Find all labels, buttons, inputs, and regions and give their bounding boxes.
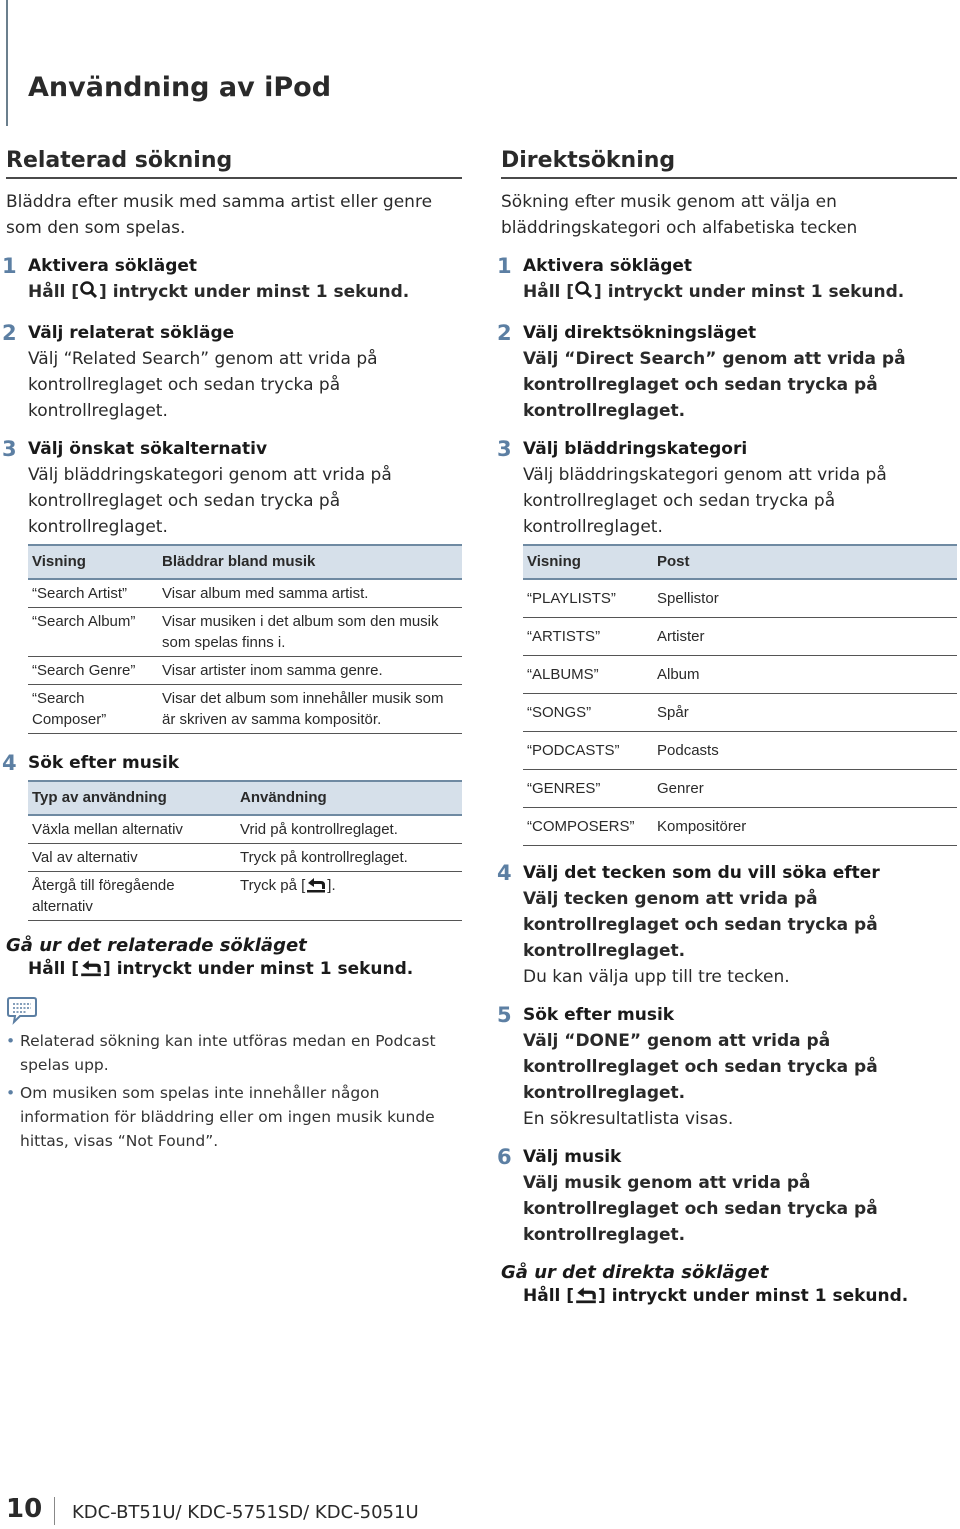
step-number: 2 — [497, 321, 512, 345]
table-cell: Podcasts — [653, 732, 957, 770]
step-6 — [497, 1144, 957, 1248]
table-cell: Tryck på kontrollreglaget. — [236, 844, 462, 872]
exit-related-heading: Gå ur det relaterade sökläget — [6, 935, 307, 956]
table-header: Visning — [28, 545, 158, 579]
step-title: Välj musik — [523, 1147, 622, 1167]
hold-pre: Håll [ — [28, 959, 80, 979]
step-title: Välj önskat sökalternativ — [28, 439, 268, 459]
hold-post: ] intryckt under minst 1 sekund. — [103, 959, 414, 979]
step-4 — [2, 750, 462, 921]
step-body — [28, 279, 462, 308]
table-cell: Växla mellan alternativ — [28, 815, 236, 844]
usage-table — [28, 780, 462, 921]
step-title: Välj relaterat sökläge — [28, 323, 235, 343]
table-row — [523, 579, 957, 618]
table-cell: “ALBUMS” — [523, 656, 653, 694]
table-cell: Vrid på kontrollreglaget. — [236, 815, 462, 844]
table-row — [28, 579, 462, 608]
step-body: Välj musik genom att vrida på kontrollreglaget och sedan trycka på kontrollreglaget. — [523, 1173, 878, 1245]
table-cell: Visar det album som innehåller musik som är skriven av samma kompositör. — [158, 685, 462, 734]
cell-text-pre: Tryck på [ — [240, 877, 306, 894]
exit-related-instruction — [6, 956, 462, 985]
notes-section — [6, 995, 462, 1153]
table-row — [523, 808, 957, 846]
table-row — [28, 685, 462, 734]
table-cell: “PODCASTS” — [523, 732, 653, 770]
table-cell: Återgå till föregående alternativ — [28, 872, 236, 921]
left-column — [2, 148, 462, 1153]
step-body-pre: Håll [ — [28, 282, 80, 302]
step-title: Aktivera sökläget — [523, 256, 693, 276]
table-cell: “COMPOSERS” — [523, 808, 653, 846]
step-extra: Du kan välja upp till tre tecken. — [523, 967, 790, 987]
direct-search-table — [523, 544, 957, 846]
step-title: Välj bläddringskategori — [523, 439, 748, 459]
step-body-pre: Håll [ — [523, 282, 575, 302]
step-number: 3 — [2, 437, 17, 461]
cell-text-post: ]. — [327, 877, 336, 894]
back-icon — [574, 1286, 598, 1312]
page-number: 10 — [6, 1494, 43, 1524]
table-cell: “GENRES” — [523, 770, 653, 808]
table-row — [523, 732, 957, 770]
hold-pre: Håll [ — [523, 1286, 575, 1306]
table-cell: Spellistor — [653, 579, 957, 618]
step-body: Välj bläddringskategori genom att vrida på kontrollreglaget och sedan trycka på kontrollreglaget. — [523, 465, 887, 537]
step-1 — [2, 253, 462, 308]
table-cell: “PLAYLISTS” — [523, 579, 653, 618]
table-cell: Visar artister inom samma genre. — [158, 657, 462, 685]
table-cell: Genrer — [653, 770, 957, 808]
step-1 — [497, 253, 957, 308]
step-title: Sök efter musik — [523, 1005, 675, 1025]
table-cell: Visar album med samma artist. — [158, 579, 462, 608]
step-body: Välj “DONE” genom att vrida på kontrollreglaget och sedan trycka på kontrollreglaget. — [523, 1031, 878, 1103]
table-row — [523, 770, 957, 808]
step-2 — [497, 320, 957, 424]
table-cell: Artister — [653, 618, 957, 656]
table-header: Post — [653, 545, 957, 579]
back-icon — [305, 877, 327, 899]
step-number: 4 — [2, 751, 17, 775]
table-cell: “Search Composer” — [28, 685, 158, 734]
step-5 — [497, 1002, 957, 1132]
step-body — [523, 279, 957, 308]
related-search-table — [28, 544, 462, 734]
step-number: 5 — [497, 1003, 512, 1027]
table-cell — [236, 872, 462, 921]
table-header: Användning — [236, 781, 462, 815]
table-row — [28, 608, 462, 657]
left-margin-bar — [6, 0, 8, 126]
related-search-intro: Bläddra efter musik med samma artist eller genre som den som spelas. — [6, 192, 433, 238]
step-body-post: ] intryckt under minst 1 sekund. — [594, 282, 905, 302]
table-cell: Album — [653, 656, 957, 694]
step-body: Välj tecken genom att vrida på kontrollreglaget och sedan trycka på kontrollreglaget. — [523, 889, 878, 961]
table-cell: Val av alternativ — [28, 844, 236, 872]
step-3 — [497, 436, 957, 846]
step-number: 6 — [497, 1145, 512, 1169]
table-row — [523, 618, 957, 656]
step-number: 1 — [497, 254, 512, 278]
search-icon — [79, 280, 99, 308]
table-header: Visning — [523, 545, 653, 579]
step-title: Välj direktsökningsläget — [523, 323, 757, 343]
footer-divider — [54, 1497, 55, 1525]
step-body-post: ] intryckt under minst 1 sekund. — [99, 282, 410, 302]
step-body: Välj “Related Search” genom att vrida på kontrollreglaget och sedan trycka på kontrollreglaget. — [28, 349, 378, 421]
model-names: KDC-BT51U/ KDC-5751SD/ KDC-5051U — [72, 1502, 419, 1523]
table-header: Typ av användning — [28, 781, 236, 815]
search-icon — [574, 280, 594, 308]
table-row — [28, 872, 462, 921]
table-cell: “SONGS” — [523, 694, 653, 732]
step-title: Sök efter musik — [28, 753, 180, 773]
exit-direct-instruction — [501, 1283, 957, 1312]
page-title: Användning av iPod — [28, 72, 332, 103]
step-body: Välj “Direct Search” genom att vrida på kontrollreglaget och sedan trycka på kontrollreglaget. — [523, 349, 906, 421]
note-item: • Om musiken som spelas inte innehåller någon information för bläddring eller om ingen musik kunde hittas, visas “Not Found”. — [6, 1081, 462, 1153]
step-number: 3 — [497, 437, 512, 461]
table-row — [28, 657, 462, 685]
step-3 — [2, 436, 462, 734]
table-header: Bläddrar bland musik — [158, 545, 462, 579]
step-title: Aktivera sökläget — [28, 256, 198, 276]
step-number: 1 — [2, 254, 17, 278]
table-row — [523, 694, 957, 732]
step-number: 4 — [497, 861, 512, 885]
right-column — [497, 148, 957, 1312]
table-cell: “Search Genre” — [28, 657, 158, 685]
table-cell: “Search Album” — [28, 608, 158, 657]
table-row — [28, 844, 462, 872]
direct-search-heading: Direktsökning — [501, 148, 957, 179]
step-4 — [497, 860, 957, 990]
step-number: 2 — [2, 321, 17, 345]
direct-search-intro: Sökning efter musik genom att välja en bläddringskategori och alfabetiska tecken — [501, 192, 858, 238]
step-2 — [2, 320, 462, 424]
table-cell: “ARTISTS” — [523, 618, 653, 656]
note-item: • Relaterad sökning kan inte utföras medan en Podcast spelas upp. — [6, 1029, 462, 1077]
step-title: Välj det tecken som du vill söka efter — [523, 863, 880, 883]
hold-post: ] intryckt under minst 1 sekund. — [598, 1286, 909, 1306]
exit-direct-heading: Gå ur det direkta sökläget — [501, 1262, 769, 1283]
step-extra: En sökresultatlista visas. — [523, 1109, 734, 1129]
table-row — [28, 815, 462, 844]
table-cell: “Search Artist” — [28, 579, 158, 608]
table-cell: Visar musiken i det album som den musik som spelas finns i. — [158, 608, 462, 657]
back-icon — [79, 959, 103, 985]
step-body: Välj bläddringskategori genom att vrida på kontrollreglaget och sedan trycka på kontrollreglaget. — [28, 465, 392, 537]
table-row — [523, 656, 957, 694]
related-search-heading: Relaterad sökning — [6, 148, 462, 179]
note-icon — [6, 995, 38, 1025]
table-cell: Spår — [653, 694, 957, 732]
table-cell: Kompositörer — [653, 808, 957, 846]
